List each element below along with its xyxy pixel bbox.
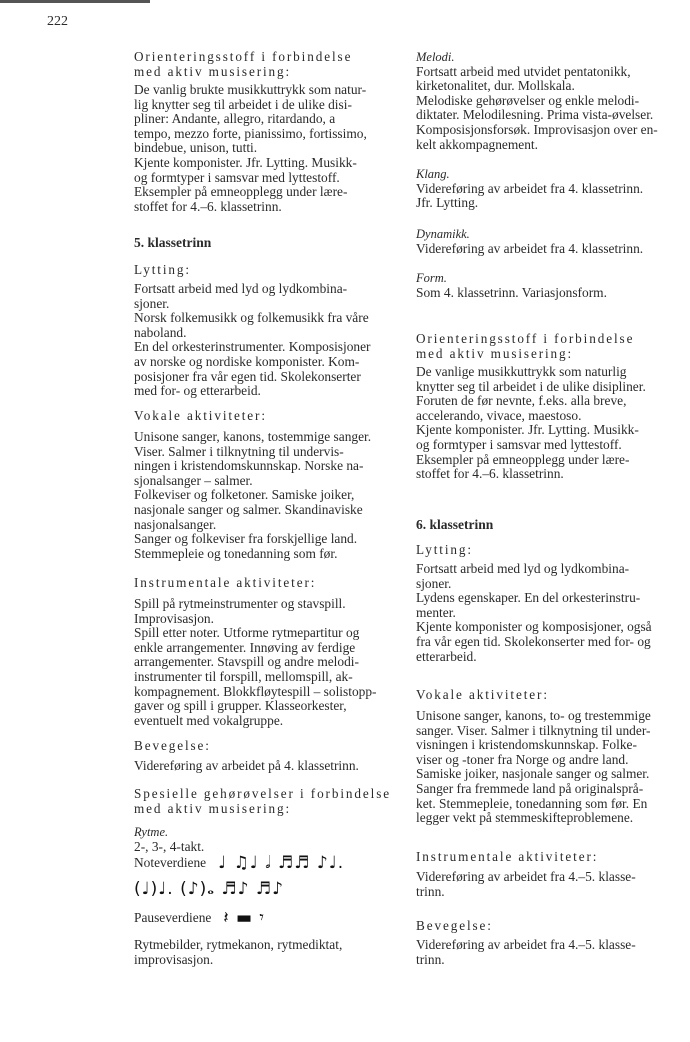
text-line: Viser. Salmer i tilknytning til undervis- xyxy=(134,443,344,459)
text-line: tempo, mezzo forte, pianissimo, fortissimo, xyxy=(134,125,367,141)
text-line: Samiske joiker, nasjonale sanger og salmer. xyxy=(416,766,650,782)
text-line: improvisasjon. xyxy=(134,951,214,967)
bevegelse-heading: Bevegelse: xyxy=(416,918,493,933)
melodi-block xyxy=(416,50,674,152)
text-line: nasjonalsanger. xyxy=(134,516,217,532)
top-rule xyxy=(0,0,150,3)
text-line: visningen i kristendomskunnskap. Folke- xyxy=(416,737,637,753)
melodi-label: Melodi. xyxy=(416,50,455,64)
text-line: Spill etter noter. Utforme rytmepartitur og xyxy=(134,625,360,641)
rest-symbols-icon: 𝄽 ▬ 𝄾 xyxy=(223,907,265,928)
text-line: lig knytter seg til arbeidet i de ulike disi- xyxy=(134,96,352,112)
page-number: 222 xyxy=(47,14,68,29)
lytting-heading: Lytting: xyxy=(134,262,191,277)
note-values-row-2 xyxy=(134,876,392,902)
text-line: knytter seg til arbeidet i de ulike disipliner. xyxy=(416,378,646,394)
text-line: Sanger og folkeviser fra forskjellige land. xyxy=(134,531,358,547)
text-line: og formtyper i samsvar med lyttestoff. xyxy=(134,169,340,185)
text-line: Stemmepleie og tonedanning som før. xyxy=(134,545,338,561)
section-heading: Orienteringsstoff i forbindelse xyxy=(134,49,353,64)
text-line: etterarbeid. xyxy=(416,648,477,664)
lytting-heading: Lytting: xyxy=(416,542,473,557)
text-line: ningen i kristendomskunnskap. Norske na- xyxy=(134,458,364,474)
text-line: Kjente komponister og komposisjoner, også xyxy=(416,619,652,635)
text-line: sanger. Viser. Salmer i tilknytning til under- xyxy=(416,722,651,738)
instrumentale-heading: Instrumentale aktiviteter: xyxy=(416,849,599,864)
text-line: kelt akkompagnement. xyxy=(416,136,538,152)
note-values-label: Noteverdiene xyxy=(134,854,207,870)
note-symbols-icon: ♩ ♫♩ 𝅗𝅥 ♬♬ ♪♩. xyxy=(218,852,345,873)
instrumentale-body xyxy=(134,597,392,728)
text-line: kompagnement. Blokkfløytespill – solistopp- xyxy=(134,683,377,699)
rest-values xyxy=(134,905,392,931)
text-line: Eksempler på emneopplegg under lære- xyxy=(134,184,348,200)
text-line: viser og -toner fra Norge og andre land. xyxy=(416,751,629,767)
vokale-body xyxy=(416,709,674,826)
text-line: sjoner. xyxy=(134,295,170,311)
orientation-section-left xyxy=(134,50,392,79)
text-line: posisjoner fra vår egen tid. Skolekonserter xyxy=(134,368,361,384)
text-line: trinn. xyxy=(416,883,445,899)
lytting-body xyxy=(134,282,392,399)
orientation-body-right xyxy=(416,365,674,482)
note-values-row xyxy=(134,850,392,876)
text-line: En del orkesterinstrumenter. Komposisjoner xyxy=(134,339,371,355)
section-heading: med aktiv musisering: xyxy=(134,800,292,816)
text-line: bindebue, unison, tutti. xyxy=(134,140,258,156)
instrumentale-body xyxy=(416,870,674,899)
text-line: instrumenter til forspill, mellomspill, ak- xyxy=(134,668,353,684)
grade-5-title: 5. klassetrinn xyxy=(134,235,212,250)
vokale-body xyxy=(134,430,392,561)
takt-line: 2-, 3-, 4-takt. xyxy=(134,838,205,854)
text-line: Sanger fra fremmede land på originalsprå- xyxy=(416,780,644,796)
text-line: Norsk folkemusikk og folkemusikk fra våre xyxy=(134,310,369,326)
note-symbols-icon: (♩)♩. (♪)𝅝 ♬♪ ♬♪ xyxy=(134,878,284,899)
text-line: Fortsatt arbeid med lyd og lydkombina- xyxy=(134,281,348,296)
text-line: med for- og etterarbeid. xyxy=(134,383,261,399)
text-line: ket. Stemmepleie, tonedanning som før. En xyxy=(416,795,648,811)
text-line: Videreføring av arbeidet fra 4.–5. klasse- xyxy=(416,937,636,952)
text-line: Lydens egenskaper. En del orkesterinstru- xyxy=(416,590,641,606)
text-line: og formtyper i samsvar med lyttestoff. xyxy=(416,436,622,452)
lytting-body xyxy=(416,562,674,664)
dynamikk-label: Dynamikk. xyxy=(416,227,470,241)
text-line: av norske og nordiske komponister. Kom- xyxy=(134,353,360,369)
bevegelse-body xyxy=(416,938,674,967)
instrumentale-heading: Instrumentale aktiviteter: xyxy=(134,575,317,590)
text-line: De vanlig brukte musikkuttrykk som natur- xyxy=(134,82,367,97)
text-line: Unisone sanger, kanons, tostemmige sanger. xyxy=(134,429,372,444)
text-line: Rytmebilder, rytmekanon, rytmediktat, xyxy=(134,937,343,952)
orientation-section-right xyxy=(416,332,674,361)
text-line: Videreføring av arbeidet fra 4. klassetrinn. xyxy=(416,180,644,196)
rest-values-row xyxy=(134,905,392,931)
text-line: diktater. Melodilesning. Prima vista-øvelser. xyxy=(416,107,654,123)
section-heading: Orienteringsstoff i forbindelse xyxy=(416,331,635,346)
text-line: kirketonalitet, dur. Mollskala. xyxy=(416,78,575,94)
text-line: legger vekt på stemmeskifteproblemene. xyxy=(416,810,634,826)
klang-block xyxy=(416,167,674,211)
text-line: accelerando, vivace, maestoso. xyxy=(416,407,582,423)
text-line: Unisone sanger, kanons, to- og trestemmige xyxy=(416,708,651,723)
text-line: enkle arrangementer. Innøving av ferdige xyxy=(134,639,356,655)
bevegelse-body xyxy=(134,759,392,774)
text-line: stoffet for 4.–6. klassetrinn. xyxy=(134,198,282,214)
text-line: fra vår egen tid. Skolekonserter med for- og xyxy=(416,633,651,649)
klang-label: Klang. xyxy=(416,167,450,181)
text-line: Videreføring av arbeidet fra 4.–5. klasse- xyxy=(416,869,636,884)
orientation-body-left xyxy=(134,83,392,214)
text-line: gaver og spill i grupper. Klasseorkester, xyxy=(134,698,347,714)
text-line: Komposisjonsforsøk. Improvisasjon over en- xyxy=(416,121,658,137)
rest-values-label: Pauseverdiene xyxy=(134,909,212,925)
text-line: pliner: Andante, allegro, ritardando, a xyxy=(134,111,336,127)
text-line: Kjente komponister. Jfr. Lytting. Musikk- xyxy=(134,154,357,170)
text-line: Eksempler på emneopplegg under lære- xyxy=(416,451,630,467)
text-line: arrangementer. Stavspill og andre melodi- xyxy=(134,654,359,670)
form-label: Form. xyxy=(416,271,447,285)
rytme-label: Rytme. xyxy=(134,825,169,839)
text-line: Spill på rytmeinstrumenter og stavspill. xyxy=(134,596,346,611)
text-line: nasjonale sanger og salmer. Skandinaviske xyxy=(134,501,363,517)
dynamikk-block xyxy=(416,227,674,256)
text-line: sjoner. xyxy=(416,575,452,591)
text-line: menter. xyxy=(416,604,456,620)
text-line: Melodiske gehørøvelser og enkle melodi- xyxy=(416,92,640,108)
text-line: Kjente komponister. Jfr. Lytting. Musikk- xyxy=(416,422,639,438)
vokale-heading: Vokale aktiviteter: xyxy=(416,687,549,702)
section-heading: med aktiv musisering: xyxy=(416,345,574,361)
spesielle-heading-block xyxy=(134,787,392,816)
bevegelse-heading: Bevegelse: xyxy=(134,738,211,753)
text-line: Fortsatt arbeid med utvidet pentatonikk, xyxy=(416,63,631,79)
grade-6-title: 6. klassetrinn xyxy=(416,517,494,532)
text-line: trinn. xyxy=(416,951,445,967)
rytme-closing xyxy=(134,938,392,967)
text-line: Foruten de før nevnte, f.eks. alla breve, xyxy=(416,393,627,409)
text-line: Videreføring av arbeidet fra 4. klassetrinn. xyxy=(416,240,644,256)
text-line: Fortsatt arbeid med lyd og lydkombina- xyxy=(416,561,630,576)
vokale-heading: Vokale aktiviteter: xyxy=(134,408,267,423)
text-line: naboland. xyxy=(134,324,187,340)
section-heading: Spesielle gehørøvelser i forbindelse xyxy=(134,786,391,801)
text-line: Improvisasjon. xyxy=(134,610,214,626)
text-line: Jfr. Lytting. xyxy=(416,195,479,211)
text-line: stoffet for 4.–6. klassetrinn. xyxy=(416,466,564,482)
text-line: De vanlige musikkuttrykk som naturlig xyxy=(416,364,627,379)
text-line: sjonalsanger – salmer. xyxy=(134,472,253,488)
section-heading: med aktiv musisering: xyxy=(134,63,292,79)
text-line: Videreføring av arbeidet på 4. klassetrinn. xyxy=(134,758,359,773)
text-line: Som 4. klassetrinn. Variasjonsform. xyxy=(416,284,607,300)
text-line: eventuelt med vokalgruppe. xyxy=(134,712,284,728)
text-line: Folkeviser og folketoner. Samiske joiker, xyxy=(134,487,355,503)
note-values xyxy=(134,850,392,902)
form-block xyxy=(416,271,674,300)
